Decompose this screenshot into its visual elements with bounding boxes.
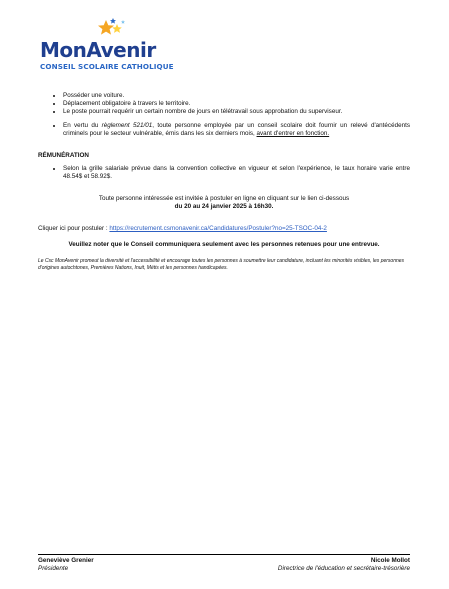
tiny-star-icon (121, 20, 125, 24)
regulation-body: , toute personne employée par un conseil scolaire doit fournir un relevé d'antécédents criminels pour le secteur vulnérable, émis dans les six derniers mois, (63, 122, 410, 137)
apply-link[interactable]: https://recrutement.csmonavenir.ca/Candidatures/Postuler?no=25-TSOC-04-2 (109, 225, 327, 232)
regulation-prefix: En vertu du (63, 122, 102, 129)
regulation-item (63, 122, 410, 138)
diversity-statement: Le Csc MonAvenir promeut la diversité et l'accessibilité et encourage toutes les personnes à soumettre leur candidature, incluant les minorités visibles, les personnes d'origines autochtones, Premières Nations, Inuit, Métis et les personnes handicapées. (38, 258, 405, 271)
signature-name: Nicole Mollot (370, 557, 410, 564)
apply-instructions: Toute personne intéressée est invitée à postuler en ligne en cliquant sur le lien ci-dessous (98, 195, 350, 202)
signature-title: Présidente (38, 565, 69, 572)
document-body (38, 92, 410, 271)
remuneration-heading: RÉMUNÉRATION (38, 152, 89, 159)
medium-star-icon (112, 24, 122, 33)
apply-link-label: Cliquer ici pour postuler : (38, 225, 110, 232)
signature-name: Geneviève Grenier (38, 557, 94, 564)
apply-dates: du 20 au 24 janvier 2025 à 16h30. (174, 203, 274, 210)
remuneration-list (38, 165, 410, 181)
brand-name: MonAvenir (40, 38, 156, 62)
list-item: • Déplacement obligatoire à travers le territoire. (63, 100, 410, 108)
brand-tagline: CONSEIL SCOLAIRE CATHOLIQUE (40, 62, 174, 71)
small-star-icon (110, 18, 116, 24)
regulation-deadline: avant d'entrer en fonction. (256, 130, 330, 137)
signature-president (38, 557, 94, 573)
monavenir-logo (40, 18, 174, 71)
regulation-reference: règlement 521/01 (101, 122, 153, 129)
remuneration-item: • Selon la grille salariale prévue dans la convention collective en vigueur et selon l'expérience, le taux horaire varie entre 48.54$ et 58.92$. (63, 165, 410, 181)
contact-notice: Veuillez noter que le Conseil communiquera seulement avec les personnes retenues pour une entrevue. (68, 241, 380, 248)
requirements-list (38, 92, 410, 116)
regulation-list (38, 122, 410, 138)
signature-title: Directrice de l'éducation et secrétaire-trésorière (277, 565, 410, 572)
list-item: • Le poste pourrait requérir un certain nombre de jours en télétravail sous approbation du superviseur. (63, 108, 410, 116)
list-item: • Posséder une voiture. (63, 92, 410, 100)
signature-director (278, 557, 410, 573)
apply-link-line (38, 225, 410, 233)
signature-divider (38, 554, 410, 555)
